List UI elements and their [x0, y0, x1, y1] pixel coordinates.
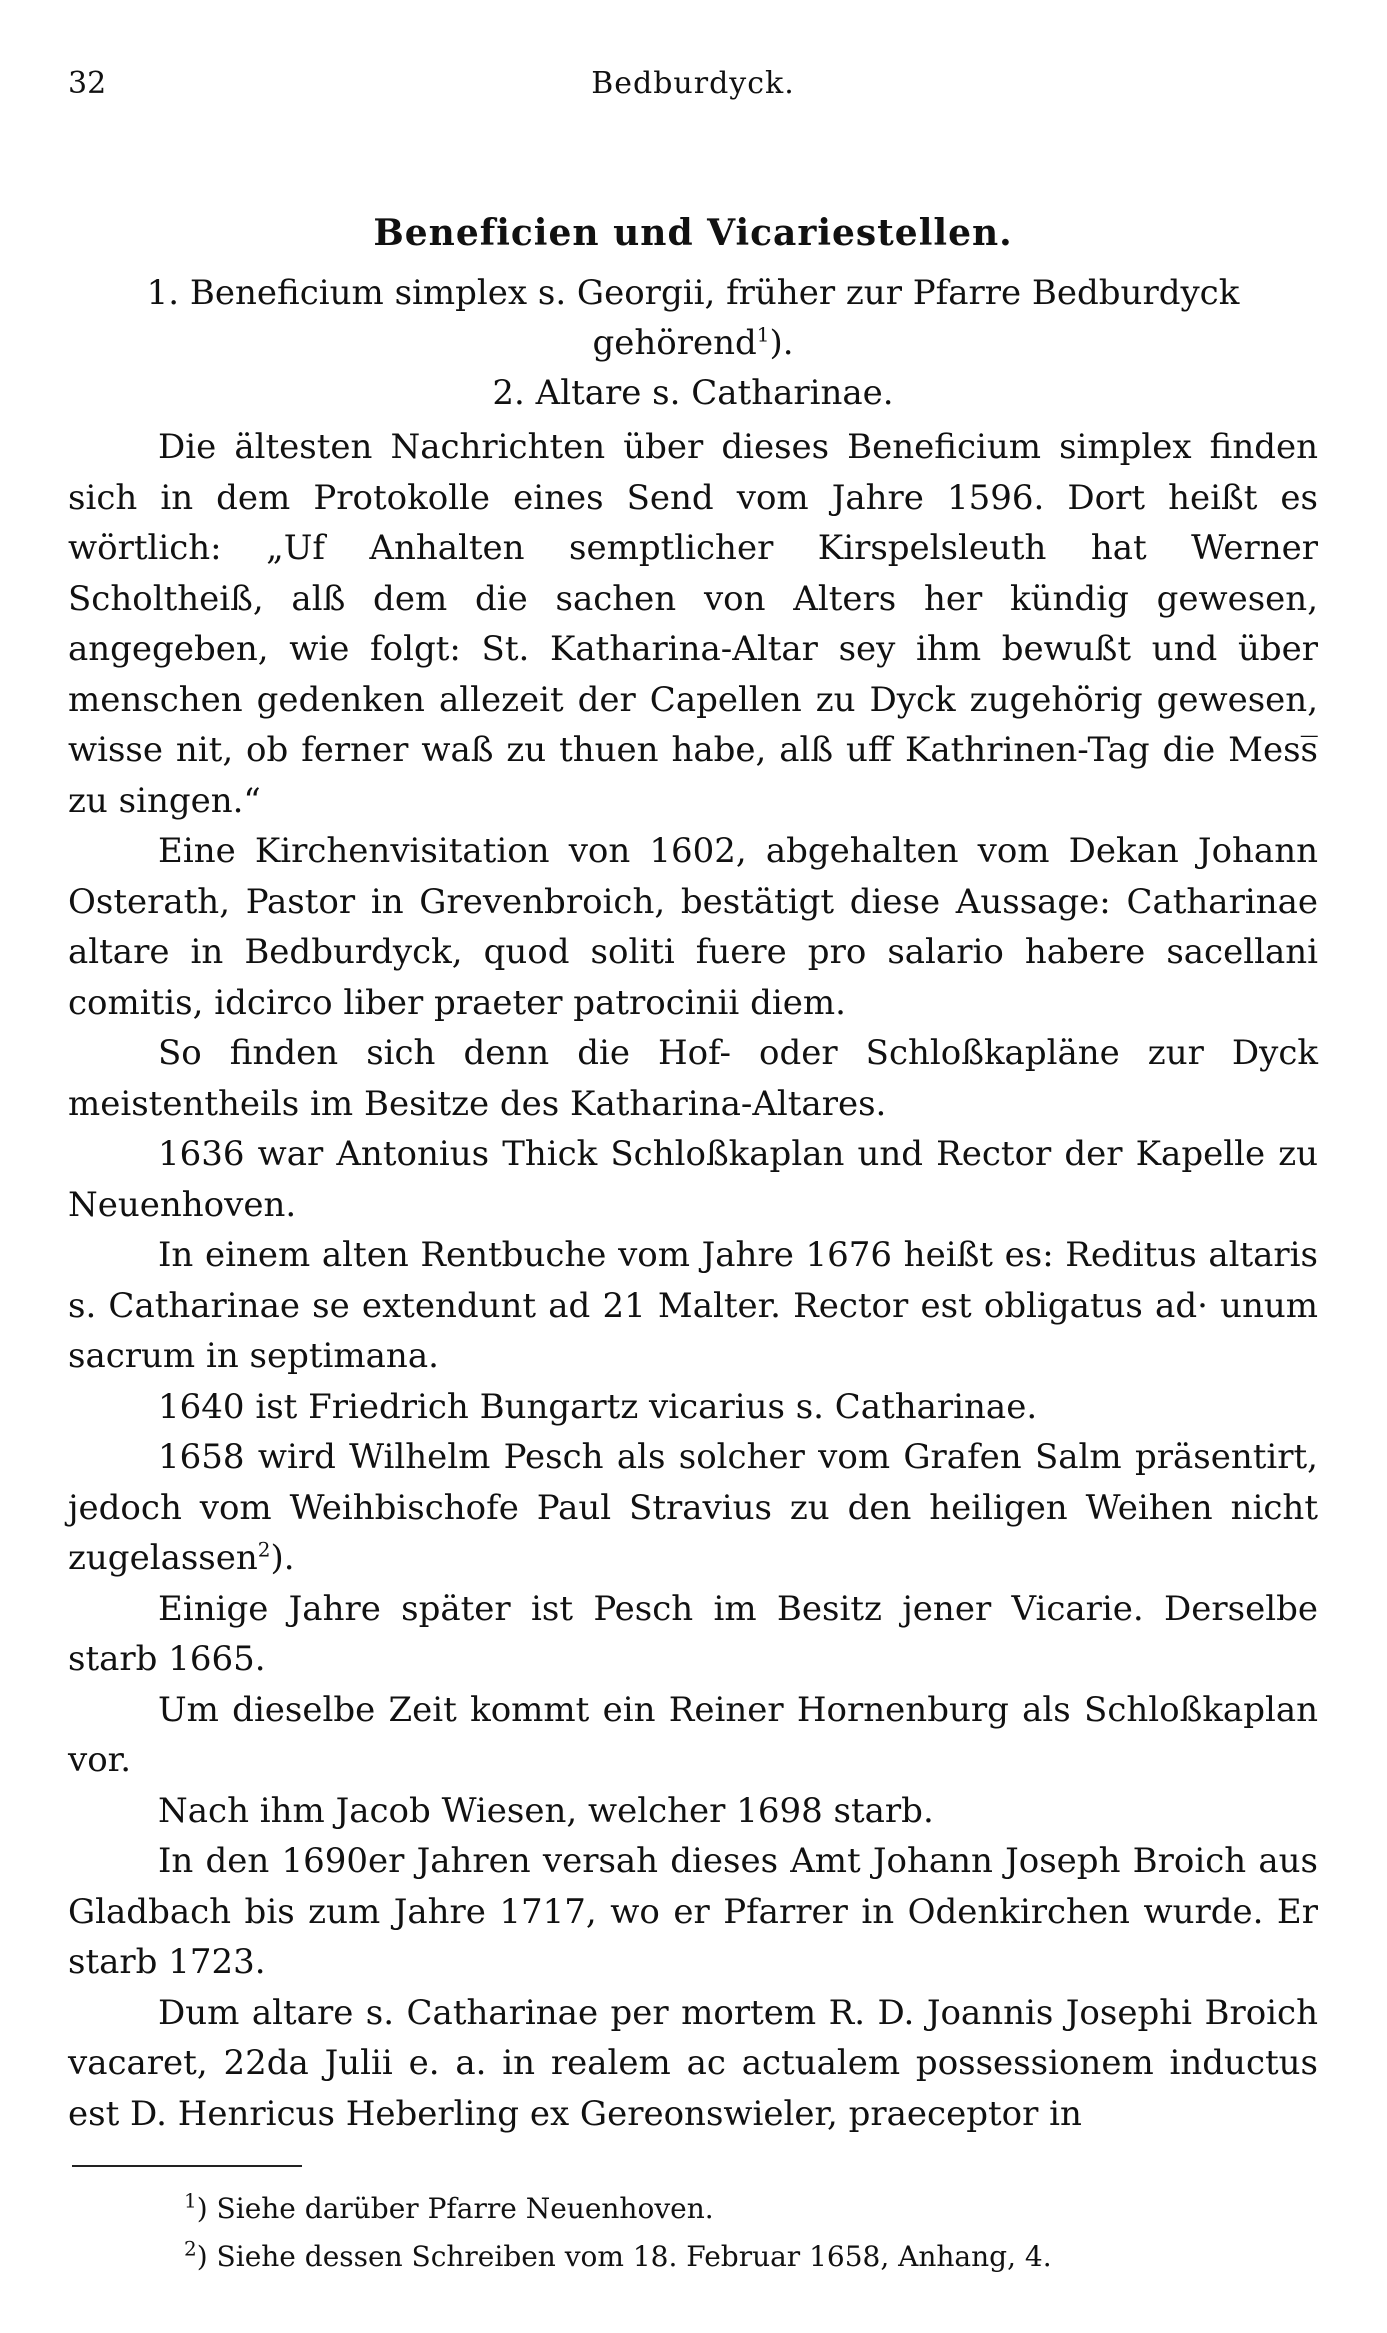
paragraph-pesch-text: 1658 wird Wilhelm Pesch als solcher vom Grafen Salm präsentirt, jedoch vom Weihbischofe Paul Stravius zu den heiligen Weihen nicht zugelassen — [68, 1437, 1318, 1578]
footnote-2 — [184, 2233, 1318, 2281]
footnote-text: ) Siehe dessen Schreiben vom 18. Februar 1658, Anhang, 4. — [196, 2240, 1052, 2273]
paragraph: Einige Jahre später ist Pesch im Besitz jener Vicarie. Derselbe starb 1665. — [68, 1588, 1318, 1679]
paragraph: Nach ihm Jacob Wiesen, welcher 1698 starb. — [158, 1790, 934, 1831]
item-heading-1 — [68, 268, 1318, 368]
page-header — [68, 60, 1318, 120]
footnote-ref-2: 2 — [257, 1537, 271, 1562]
paragraph: In einem alten Rentbuche vom Jahre 1676 heißt es: Reditus altaris s. Catharinae se extendunt ad 21 Malter. Rector est obligatus ad· unum sacrum in septimana. — [68, 1235, 1318, 1376]
footnote-text: ) Siehe darüber Pfarre Neuenhoven. — [196, 2192, 714, 2225]
section-title: Beneficien und Vicariestellen. — [373, 212, 1013, 254]
footnote-divider — [72, 2165, 302, 2167]
footnote-marker: 1 — [184, 2188, 197, 2213]
paragraph: 1640 ist Friedrich Bungartz vicarius s. Catharinae. — [158, 1386, 1038, 1427]
item-heading-1-closing: ). — [769, 323, 794, 363]
paragraph-pesch-closing: ). — [270, 1538, 295, 1578]
paragraph: Um dieselbe Zeit kommt ein Reiner Hornenburg als Schloßkaplan vor. — [68, 1689, 1318, 1780]
paragraph: Dum altare s. Catharinae per mortem R. D. Joannis Josephi Broich vacaret, 22da Julii e. a. in realem ac actualem possessionem inductus est D. Henricus Heberling ex Gereonswieler, praeceptor in — [68, 1992, 1318, 2134]
book-page — [68, 60, 1318, 2290]
paragraph-pesch — [68, 1432, 1318, 1584]
running-head: Bedburdyck. — [591, 66, 795, 101]
paragraph: In den 1690er Jahren versah dieses Amt Johann Joseph Broich aus Gladbach bis zum Jahre 1717, wo er Pfarrer in Odenkirchen wurde. Er starb 1723. — [68, 1841, 1318, 1982]
footnote-marker: 2 — [184, 2236, 197, 2261]
body-text — [68, 422, 1318, 2139]
page-number: 32 — [68, 66, 107, 101]
paragraph: Die ältesten Nachrichten über dieses Beneficium simplex finden sich in dem Protokolle eines Send vom Jahre 1596. Dort heißt es wörtlich: „Uf Anhalten semptlicher Kirspelsleuth hat Werner Scholtheiß, alß dem die sachen von Alters her kündig gewesen, angegeben, wie folgt: St. Katharina-Altar sey ihm bewußt und über menschen gedenken allezeit der Capellen zu Dyck zugehörig gewesen, wisse nit, ob ferner waß zu thuen habe, alß uff Kathrinen-Tag die Mess̅ zu singen.“ — [68, 427, 1318, 821]
footnote-1 — [184, 2185, 1318, 2233]
item-heading-2: 2. Altare s. Catharinae. — [492, 373, 894, 413]
paragraph: 1636 war Antonius Thick Schloßkaplan und Rector der Kapelle zu Neuenhoven. — [68, 1134, 1318, 1225]
footnotes — [68, 2185, 1318, 2281]
paragraph: Eine Kirchenvisitation von 1602, abgehalten vom Dekan Johann Osterath, Pastor in Grevenbroich, bestätigt diese Aussage: Catharinae altare in Bedburdyck, quod soliti fuere pro salario habere sacellani comitis, idcirco liber praeter patrocinii diem. — [68, 831, 1318, 1023]
paragraph: So finden sich denn die Hof- oder Schloßkapläne zur Dyck meistentheils im Besitze des Katharina-Altares. — [68, 1033, 1318, 1124]
footnote-ref-1: 1 — [756, 322, 770, 347]
item-heading-1-text: 1. Beneficium simplex s. Georgii, früher zur Pfarre Bedburdyck gehörend — [146, 273, 1240, 363]
